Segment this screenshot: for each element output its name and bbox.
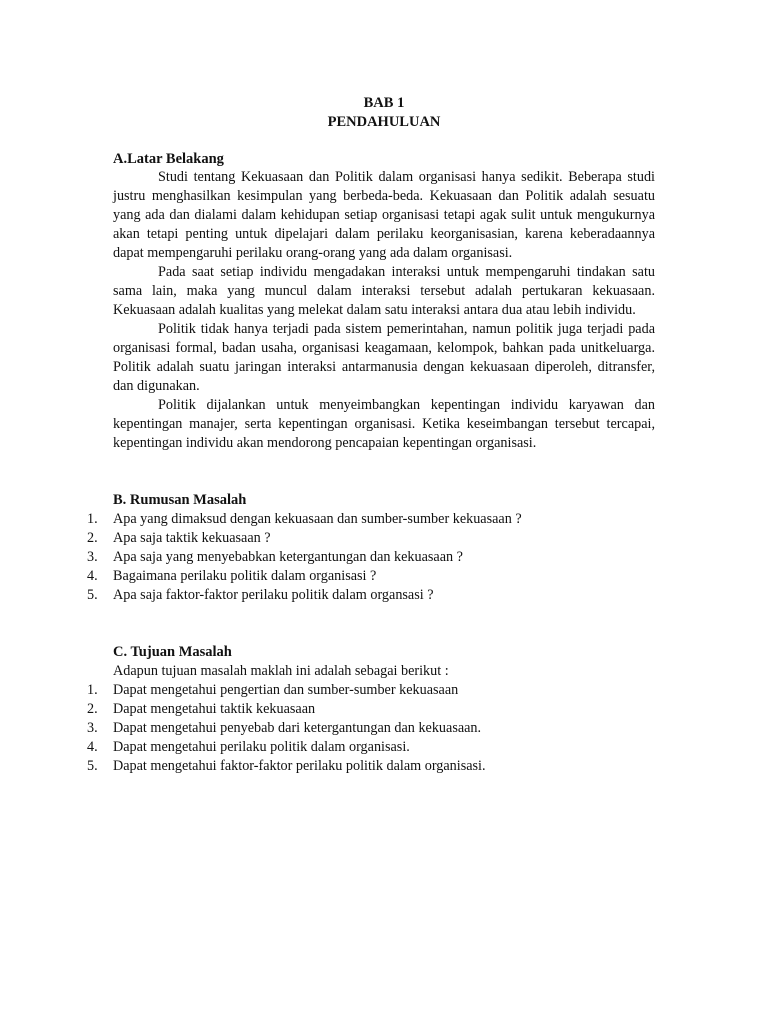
section-b-heading: B. Rumusan Masalah (113, 492, 247, 508)
chapter-title: PENDAHULUAN (327, 114, 441, 130)
section-a-body (113, 168, 655, 453)
list-text: Dapat mengetahui taktik kekuasaan (113, 701, 316, 717)
list-text: Apa saja taktik kekuasaan ? (113, 530, 271, 546)
list-number: 2. (87, 530, 98, 546)
list-text: Bagaimana perilaku politik dalam organisasi ? (113, 568, 377, 584)
list-number: 3. (87, 549, 98, 565)
list-number: 5. (87, 758, 98, 774)
paragraph: Politik tidak hanya terjadi pada sistem pemerintahan, namun politik juga terjadi pada organisasi formal, badan usaha, organisasi keagamaan, kelompok, bahkan pada unitkeluarga. Politik adalah suatu jaringan interaksi antarmanusia dengan kekuasaan diperoleh, ditransfer, dan digunakan. (113, 321, 655, 394)
list-number: 4. (87, 568, 98, 584)
list-number: 1. (87, 511, 98, 527)
list-text: Dapat mengetahui penyebab dari ketergantungan dan kekuasaan. (113, 720, 482, 736)
list-text: Dapat mengetahui faktor-faktor perilaku politik dalam organisasi. (113, 758, 486, 774)
section-c-intro: Adapun tujuan masalah maklah ini adalah sebagai berikut : (113, 663, 449, 679)
list-text: Apa yang dimaksud dengan kekuasaan dan sumber-sumber kekuasaan ? (113, 511, 522, 527)
list-number: 4. (87, 739, 98, 755)
list-text: Apa saja yang menyebabkan ketergantungan dan kekuasaan ? (113, 549, 463, 565)
list-text: Dapat mengetahui pengertian dan sumber-sumber kekuasaan (113, 682, 459, 698)
list-number: 5. (87, 587, 98, 603)
list-number: 2. (87, 701, 98, 717)
section-c-heading: C. Tujuan Masalah (113, 644, 232, 660)
list-text: Dapat mengetahui perilaku politik dalam organisasi. (113, 739, 410, 755)
list-text: Apa saja faktor-faktor perilaku politik dalam organsasi ? (113, 587, 434, 603)
paragraph: Politik dijalankan untuk menyeimbangkan kepentingan individu karyawan dan kepentingan manajer, serta kepentingan organisasi. Ketika keseimbangan tersebut tercapai, kepentingan individu akan mendorong pencapaian kepentingan organisasi. (113, 397, 655, 451)
section-a-heading: A.Latar Belakang (113, 151, 224, 167)
chapter-number: BAB 1 (363, 95, 405, 111)
paragraph: Studi tentang Kekuasaan dan Politik dalam organisasi hanya sedikit. Beberapa studi justru menghasilkan kesimpulan yang berbeda-beda. Kekuasaan dan Politik adalah sesuatu yang ada dan dialami dalam kehidupan setiap organisasi tetapi agak sulit untuk mengukurnya akan tetapi penting untuk dipelajari dalam perilaku keorganisasian, karena keberadaannya dapat mempengaruhi perilaku orang-orang yang ada dalam organisasi. (113, 169, 655, 261)
list-number: 1. (87, 682, 98, 698)
list-number: 3. (87, 720, 98, 736)
paragraph: Pada saat setiap individu mengadakan interaksi untuk mempengaruhi tindakan satu sama lain, maka yang muncul dalam interaksi tersebut adalah pertukaran kekuasaan. Kekuasaan adalah kualitas yang melekat dalam satu interaksi antara dua atau lebih individu. (113, 264, 655, 318)
